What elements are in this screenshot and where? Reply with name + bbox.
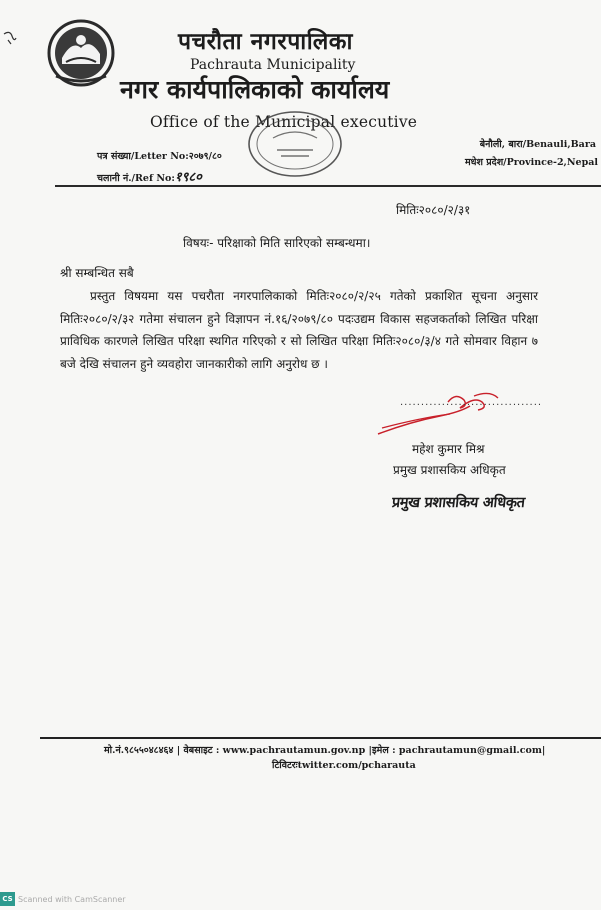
letter-date: मितिः२०८०/२/३१ xyxy=(396,203,471,217)
letter-number xyxy=(97,149,222,162)
signature-line: .................................. xyxy=(400,397,543,408)
letter-body: प्रस्तुत विषयमा यस पचरौता नगरपालिकाको मितिः२०८०/२/२५ गतेको प्रकाशित सूचना अनुसार मितिः२०८०/२/३२ गतेमा संचालन हुने विज्ञापन नं.१६/२०७९/८० पदःउद्यम विकास सहजकर्ताको लिखित परिक्षा प्राविधिक कारणले लिखित परिक्षा स्थगित गरिएको र सो लिखित परिक्षा मितिः२०८०/३/४ गते सोमवार विहान ७ बजे देखि संचालन हुने व्यवहोरा जानकारीको लागि अनुरोध छ । xyxy=(60,289,538,371)
address-line-1: बेनौली, बारा/Benauli,Bara xyxy=(479,139,596,150)
signatory-name: महेश कुमार मिश्र xyxy=(412,442,485,456)
header-divider xyxy=(55,185,601,187)
address-line-2: मधेश प्रदेश/Province-2,Nepal xyxy=(464,157,598,168)
scanner-text: Scanned with CamScanner xyxy=(18,894,126,904)
municipality-emblem-icon xyxy=(46,18,116,88)
camscanner-logo-icon: CS xyxy=(0,892,15,906)
letter-number-value: २०७९/८० xyxy=(188,151,222,162)
scribble-mark-icon xyxy=(2,26,24,48)
letter-salutation: श्री सम्बन्धित सबै xyxy=(60,266,134,280)
scanner-watermark xyxy=(0,891,126,907)
signature-icon xyxy=(370,388,530,440)
footer-contact: मो.नं.९८५५०४८४६४ | वेबसाइट : www.pachrautamun.gov.np |इमेल : pachrautamun@gmail.com| xyxy=(104,745,546,756)
office-name-nepali: नगर कार्यपालिकाको कार्यालय xyxy=(120,75,390,104)
municipality-name-english: Pachrauta Municipality xyxy=(190,57,356,73)
letter-subject: विषयः- परिक्षाको मिति सारिएको सम्बन्धमा। xyxy=(183,236,371,250)
municipality-name-nepali: पचरौता नगरपालिका xyxy=(178,29,353,55)
reference-number-value: १९८० xyxy=(174,170,202,185)
office-seal-icon xyxy=(243,108,347,180)
signatory-title: प्रमुख प्रशासकिय अधिकृत xyxy=(393,463,506,477)
office-name-english: Office of the Municipal executive xyxy=(150,113,418,131)
reference-number xyxy=(97,167,202,185)
footer-twitter: टिविटरःtwitter.com/pcharauta xyxy=(272,760,416,771)
letter-number-label: पत्र संख्या/Letter No: xyxy=(97,151,189,162)
designation-stamp: प्रमुख प्रशासकिय अधिकृत xyxy=(391,495,526,511)
footer-divider xyxy=(40,737,601,739)
reference-number-label: चलानी नं./Ref No: xyxy=(97,173,175,184)
